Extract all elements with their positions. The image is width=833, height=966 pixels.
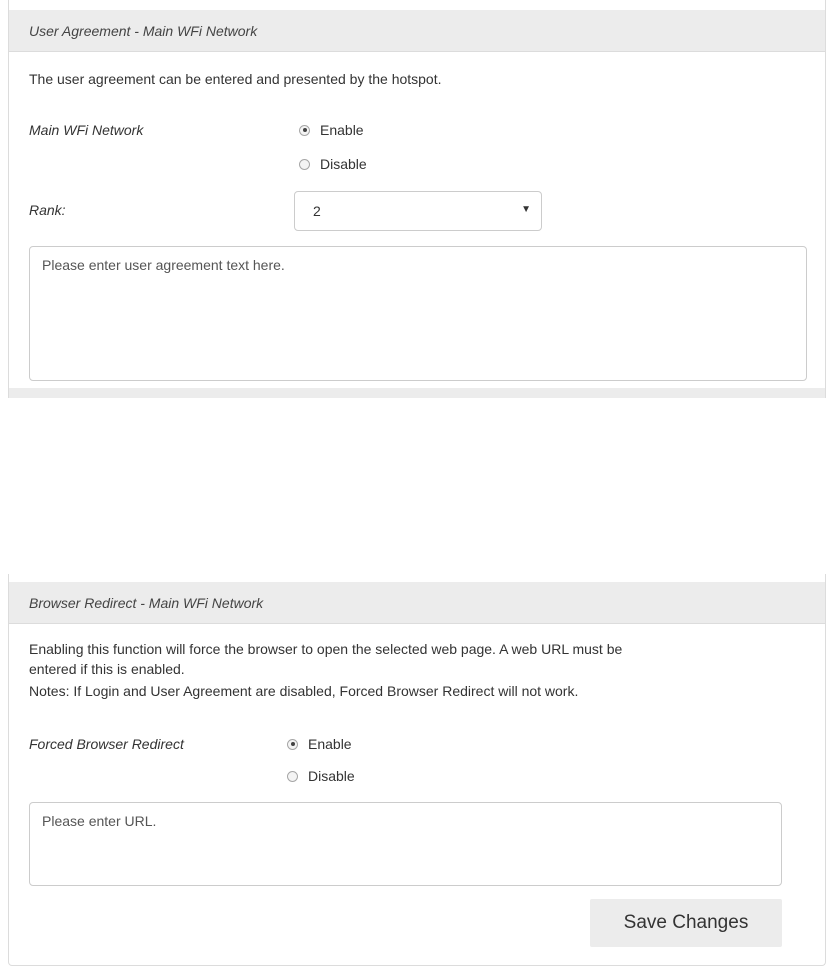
br-disable-label: Disable (308, 768, 355, 784)
rank-label: Rank: (29, 202, 66, 218)
rank-select-value: 2 (313, 203, 321, 219)
br-disable-radio-row[interactable] (287, 768, 355, 784)
user-agreement-header (9, 10, 825, 52)
url-textarea[interactable] (29, 802, 782, 886)
browser-redirect-title: Browser Redirect - Main WFi Network (29, 595, 264, 611)
user-agreement-description: The user agreement can be entered and presented by the hotspot. (29, 71, 442, 87)
save-changes-button[interactable]: Save Changes (590, 899, 782, 947)
ua-disable-radio-row[interactable] (299, 156, 367, 172)
panel-footer-strip (9, 388, 825, 398)
rank-select[interactable] (294, 191, 542, 231)
main-wifi-network-label: Main WFi Network (29, 122, 144, 138)
browser-redirect-description-line2: entered if this is enabled. (29, 661, 185, 677)
br-enable-radio-row[interactable] (287, 736, 352, 752)
user-agreement-title: User Agreement - Main WFi Network (29, 23, 258, 39)
br-disable-radio[interactable] (287, 771, 298, 782)
browser-redirect-header (9, 582, 825, 624)
browser-redirect-panel (8, 574, 826, 966)
ua-enable-radio[interactable] (299, 125, 310, 136)
browser-redirect-description-line1: Enabling this function will force the browser to open the selected web page. A web URL must be (29, 641, 623, 657)
forced-browser-redirect-label: Forced Browser Redirect (29, 736, 184, 752)
browser-redirect-notes: Notes: If Login and User Agreement are disabled, Forced Browser Redirect will not work. (29, 683, 579, 699)
ua-disable-label: Disable (320, 156, 367, 172)
ua-disable-radio[interactable] (299, 159, 310, 170)
br-enable-radio[interactable] (287, 739, 298, 750)
ua-enable-radio-row[interactable] (299, 122, 364, 138)
chevron-down-icon: ▼ (521, 204, 531, 215)
user-agreement-panel (8, 0, 826, 398)
br-enable-label: Enable (308, 736, 352, 752)
user-agreement-textarea[interactable] (29, 246, 807, 381)
ua-enable-label: Enable (320, 122, 364, 138)
